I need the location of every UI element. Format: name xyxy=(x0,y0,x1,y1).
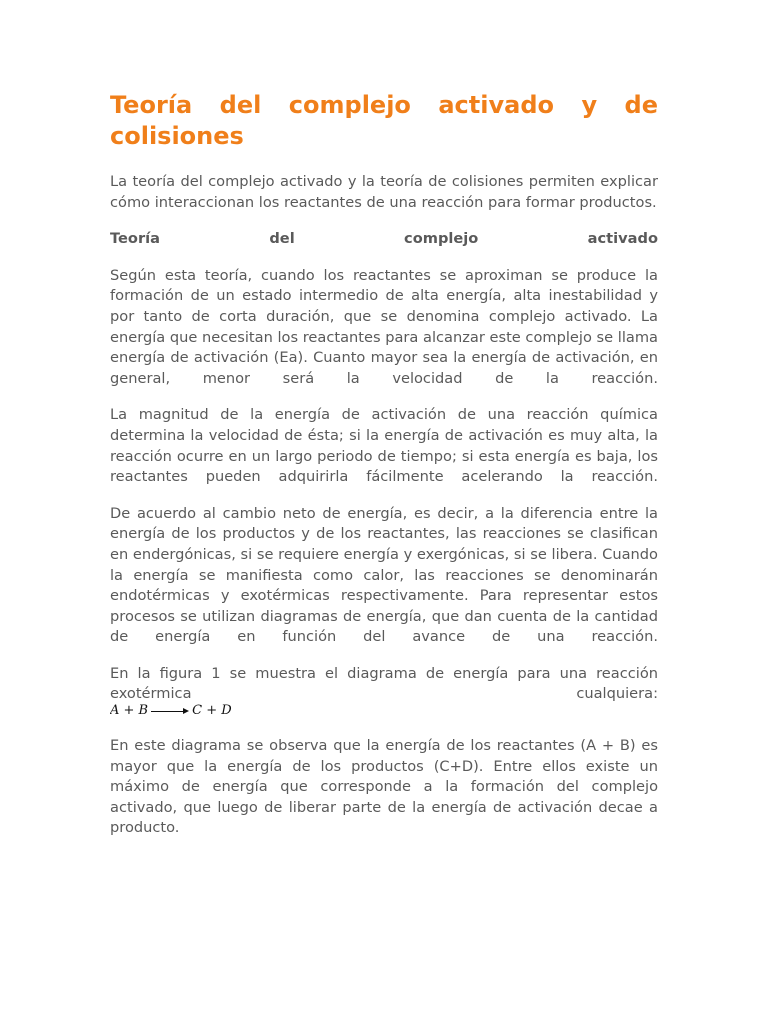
reaction-arrow-icon xyxy=(151,706,189,716)
reaction-equation xyxy=(110,703,658,719)
intro-paragraph: La teoría del complejo activado y la teoría de colisiones permiten explicar cómo interaccionan los reactantes de una reacción para formar productos. xyxy=(110,173,658,211)
document-page xyxy=(110,90,658,855)
paragraph-figure-reference: En la figura 1 se muestra el diagrama de energía para una reacción exotérmica cualquiera: xyxy=(110,664,658,703)
equation-products: C + D xyxy=(192,703,232,719)
paragraph-complex-theory: Según esta teoría, cuando los reactantes se aproximan se produce la formación de un estado intermedio de alta energía, alta inestabilidad y por tanto de corta duración, que se denomina complejo activado. La energía que necesitan los reactantes para alcanzar este complejo se llama energía de activación (Ea). Cuanto mayor sea la energía de activación, en general, menor será la velocidad de la reacción. xyxy=(110,266,658,387)
document-title: Teoría del complejo activado y de colisiones xyxy=(110,91,658,150)
paragraph-energy-change: De acuerdo al cambio neto de energía, es decir, a la diferencia entre la energía de los productos y de los reactantes, las reacciones se clasifican en endergónicas, si se requiere energía y exergónicas, si se libera. Cuando la energía se manifiesta como calor, las reacciones se denominarán endotérmicas y exotérmicas respectivamente. Para representar estos procesos se utilizan diagramas de energía, que dan cuenta de la cantidad de energía en función del avance de una reacción. xyxy=(110,504,658,646)
section-subheading: Teoría del complejo activado xyxy=(110,230,658,248)
paragraph-diagram-description: En este diagrama se observa que la energía de los reactantes (A + B) es mayor que la energía de los productos (C+D). Entre ellos existe un máximo de energía que corresponde a la formación del complejo activado, que luego de liberar parte de la energía de activación decae a producto. xyxy=(110,737,658,837)
paragraph-activation-energy: La magnitud de la energía de activación de una reacción química determina la velocidad de ésta; si la energía de activación es muy alta, la reacción ocurre en un largo periodo de tiempo; si esta energía es baja, los reactantes pueden adquirirla fácilmente acelerando la reacción. xyxy=(110,406,658,486)
equation-reactants: A + B xyxy=(110,703,149,719)
